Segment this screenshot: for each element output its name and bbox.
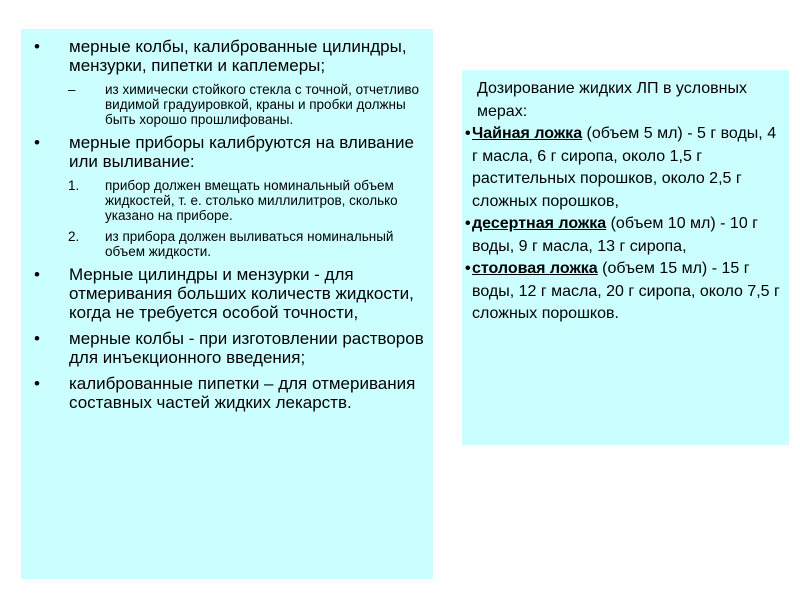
spoon-description: (объем 15 мл) - 15 г воды, 12 г масла, 20 г сиропа, около 7,5 г сложных порошков.	[472, 260, 780, 322]
spoon-item-teaspoon	[467, 123, 781, 213]
bullet-item	[29, 37, 425, 75]
bullet-item	[29, 374, 425, 412]
sub-text: из химически стойкого стекла с точной, отчетливо видимой градуировкой, краны и пробки должны быть хорошо прошлифованы.	[105, 82, 419, 127]
bullet-item	[29, 265, 425, 322]
bullet-text: мерные колбы, калиброванные цилиндры, мензурки, пипетки и каплемеры;	[69, 37, 407, 75]
bullet-item	[29, 133, 425, 171]
bullet-marker: •	[465, 125, 471, 142]
bullet-marker: •	[34, 374, 40, 393]
spoon-description: (объем 10 мл) - 10 г воды, 9 г масла, 13 г сиропа,	[472, 215, 759, 255]
sub-item	[29, 82, 425, 127]
sub-item	[29, 178, 425, 223]
spoon-term: столовая ложка	[472, 260, 598, 277]
bullet-item	[29, 329, 425, 367]
sub-text: из прибора должен выливаться номинальный объем жидкости.	[105, 229, 394, 259]
sub-marker: –	[68, 82, 76, 97]
panel-title: Дозирование жидких ЛП в условных мерах:	[477, 80, 747, 120]
spoon-description: (объем 5 мл) - 5 г воды, 4 г масла, 6 г сиропа, около 1,5 г растительных порошков, около 2,5 г сложных порошков,	[472, 125, 777, 210]
bullet-text: калиброванные пипетки – для отмеривания составных частей жидких лекарств.	[69, 374, 416, 412]
bullet-marker: •	[465, 260, 471, 277]
bullet-text: мерные колбы - при изготовлении растворов для инъекционного введения;	[69, 329, 424, 367]
bullet-marker: •	[34, 265, 40, 284]
bullet-marker: •	[34, 329, 40, 348]
spoon-item-table	[467, 258, 781, 326]
sub-item	[29, 229, 425, 259]
bullet-marker: •	[34, 133, 40, 152]
sub-text: прибор должен вмещать номинальный объем жидкостей, т. е. столько миллилитров, сколько указано на приборе.	[105, 178, 398, 223]
sub-marker: 1.	[68, 178, 80, 193]
bullet-marker: •	[465, 215, 471, 232]
spoon-item-dessert	[467, 213, 781, 258]
bullet-text: мерные приборы калибруются на вливание или выливание:	[69, 133, 414, 171]
right-text-panel	[462, 70, 789, 445]
sub-marker: 2.	[68, 229, 80, 244]
left-text-panel	[21, 29, 433, 579]
bullet-marker: •	[34, 37, 40, 56]
spoon-term: десертная ложка	[472, 215, 607, 232]
spoon-term: Чайная ложка	[472, 125, 583, 142]
bullet-text: Мерные цилиндры и мензурки - для отмеривания больших количеств жидкости, когда не требуется особой точности,	[69, 265, 414, 322]
